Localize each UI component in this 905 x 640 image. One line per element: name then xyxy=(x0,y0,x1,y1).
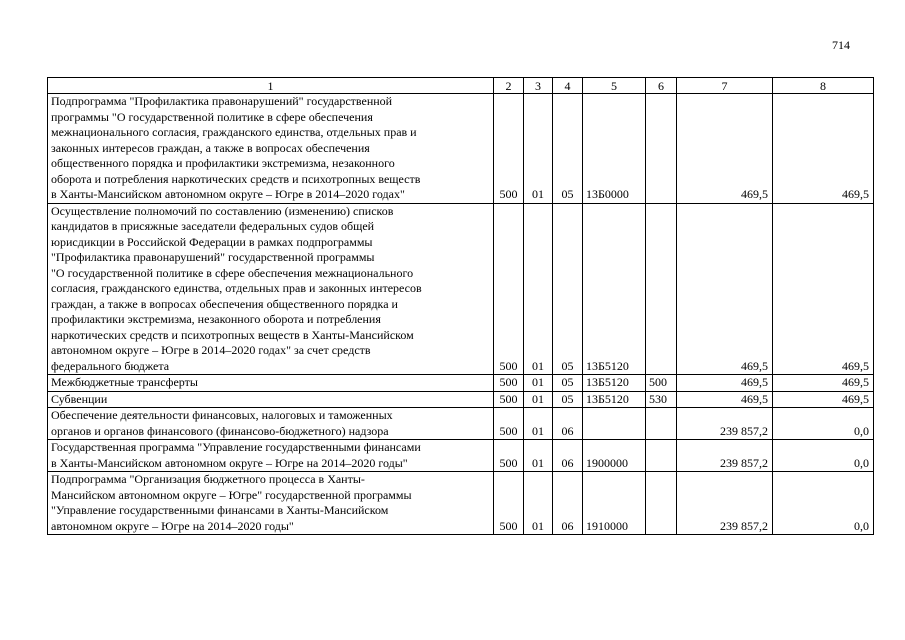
cell-col-6 xyxy=(646,94,677,204)
budget-table xyxy=(47,77,874,535)
page-number: 714 xyxy=(832,38,850,52)
header-col-1: 1 xyxy=(48,78,494,94)
cell-col-7: 239 857,2 xyxy=(677,472,773,535)
cell-col-4: 06 xyxy=(553,472,583,535)
cell-col-5: 13Б0000 xyxy=(583,94,646,204)
cell-col-3: 01 xyxy=(524,391,553,408)
cell-col-2: 500 xyxy=(494,203,524,375)
row-name: Подпрограмма "Профилактика правонарушений" государственной программы "О государственной политике в сфере обеспечения межнационального согласия, гражданского единства, отдельных прав и законных интересов граждан, а также в вопросах обеспечения общественного порядка и профилактики экстремизма, незаконного оборота и потребления наркотических средств и психотропных веществ в Ханты-Мансийском автономном округе – Югре в 2014–2020 годах" xyxy=(48,94,494,204)
table-row xyxy=(48,440,874,472)
cell-col-7: 239 857,2 xyxy=(677,408,773,440)
cell-col-6 xyxy=(646,408,677,440)
row-name: Государственная программа "Управление государственными финансами в Ханты-Мансийском автономном округе – Югре на 2014–2020 годы" xyxy=(48,440,494,472)
cell-col-4: 05 xyxy=(553,94,583,204)
cell-col-3: 01 xyxy=(524,375,553,392)
header-col-7: 7 xyxy=(677,78,773,94)
header-col-2: 2 xyxy=(494,78,524,94)
cell-col-2: 500 xyxy=(494,440,524,472)
cell-col-4: 06 xyxy=(553,440,583,472)
cell-col-8: 469,5 xyxy=(773,203,874,375)
header-col-8: 8 xyxy=(773,78,874,94)
cell-col-2: 500 xyxy=(494,391,524,408)
table-row xyxy=(48,94,874,204)
cell-col-8: 0,0 xyxy=(773,472,874,535)
cell-col-7: 469,5 xyxy=(677,94,773,204)
header-col-4: 4 xyxy=(553,78,583,94)
cell-col-4: 05 xyxy=(553,391,583,408)
cell-col-5: 13Б5120 xyxy=(583,203,646,375)
cell-col-6: 530 xyxy=(646,391,677,408)
cell-col-6 xyxy=(646,203,677,375)
cell-col-3: 01 xyxy=(524,203,553,375)
cell-col-3: 01 xyxy=(524,408,553,440)
header-col-6: 6 xyxy=(646,78,677,94)
cell-col-2: 500 xyxy=(494,408,524,440)
cell-col-4: 06 xyxy=(553,408,583,440)
cell-col-5: 13Б5120 xyxy=(583,375,646,392)
cell-col-7: 469,5 xyxy=(677,375,773,392)
cell-col-5: 1900000 xyxy=(583,440,646,472)
cell-col-8: 0,0 xyxy=(773,408,874,440)
cell-col-8: 469,5 xyxy=(773,94,874,204)
cell-col-2: 500 xyxy=(494,375,524,392)
cell-col-6: 500 xyxy=(646,375,677,392)
header-col-5: 5 xyxy=(583,78,646,94)
table-row xyxy=(48,472,874,535)
table-row xyxy=(48,203,874,375)
header-col-3: 3 xyxy=(524,78,553,94)
cell-col-8: 469,5 xyxy=(773,375,874,392)
cell-col-4: 05 xyxy=(553,375,583,392)
row-name: Осуществление полномочий по составлению (изменению) списков кандидатов в присяжные заседатели федеральных судов общей юрисдикции в Российской Федерации в рамках подпрограммы "Профилактика правонарушений" государственной программы "О государственной политике в сфере обеспечения межнационального согласия, гражданского единства, отдельных прав и законных интересов граждан, а также в вопросах обеспечения общественного порядка и профилактики экстремизма, незаконного оборота и потребления наркотических средств и психотропных веществ в Ханты-Мансийском автономном округе – Югре в 2014–2020 годах" за счет средств федерального бюджета xyxy=(48,203,494,375)
cell-col-2: 500 xyxy=(494,472,524,535)
cell-col-7: 469,5 xyxy=(677,391,773,408)
table-row xyxy=(48,408,874,440)
table-header-row xyxy=(48,78,874,94)
row-name: Межбюджетные трансферты xyxy=(48,375,494,392)
cell-col-4: 05 xyxy=(553,203,583,375)
cell-col-8: 469,5 xyxy=(773,391,874,408)
cell-col-7: 469,5 xyxy=(677,203,773,375)
table-row xyxy=(48,375,874,392)
cell-col-5: 1910000 xyxy=(583,472,646,535)
row-name: Субвенции xyxy=(48,391,494,408)
cell-col-3: 01 xyxy=(524,472,553,535)
cell-col-2: 500 xyxy=(494,94,524,204)
cell-col-7: 239 857,2 xyxy=(677,440,773,472)
cell-col-6 xyxy=(646,440,677,472)
cell-col-8: 0,0 xyxy=(773,440,874,472)
row-name: Обеспечение деятельности финансовых, налоговых и таможенных органов и органов финансового (финансово-бюджетного) надзора xyxy=(48,408,494,440)
cell-col-6 xyxy=(646,472,677,535)
cell-col-5 xyxy=(583,408,646,440)
cell-col-3: 01 xyxy=(524,440,553,472)
cell-col-5: 13Б5120 xyxy=(583,391,646,408)
cell-col-3: 01 xyxy=(524,94,553,204)
row-name: Подпрограмма "Организация бюджетного процесса в Ханты- Мансийском автономном округе – Югре" государственной программы "Управление государственными финансами в Ханты-Мансийском автономном округе – Югре на 2014–2020 годы" xyxy=(48,472,494,535)
table-row xyxy=(48,391,874,408)
